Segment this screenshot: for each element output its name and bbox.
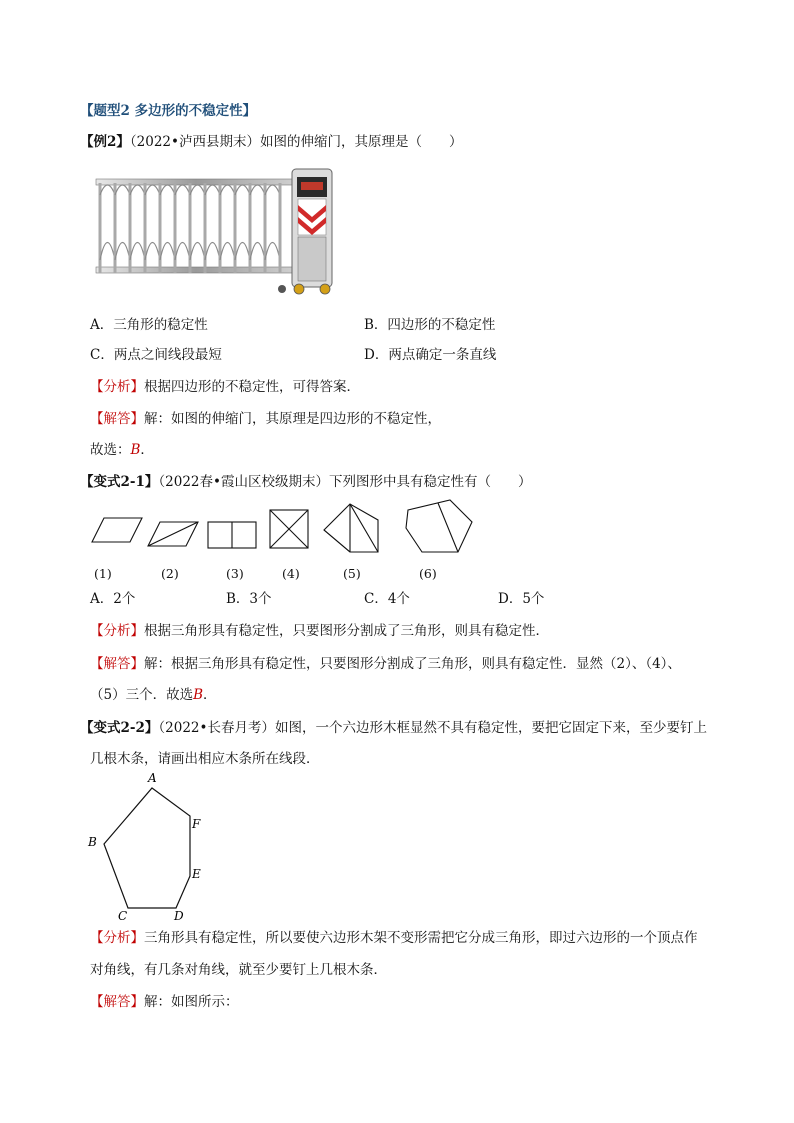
gate-lattice-arc bbox=[175, 185, 190, 260]
variant-2-2-stem-line-2: 几根木条，请画出相应木条所在线段． bbox=[90, 751, 320, 767]
variant-2-1-analysis bbox=[90, 622, 549, 640]
answer-tag: 【解答】 bbox=[90, 994, 144, 1010]
shape-label-6: (6) bbox=[419, 566, 437, 581]
analysis-text: 根据三角形具有稳定性，只要图形分割成了三角形，则具有稳定性． bbox=[144, 623, 549, 639]
gate-lattice-arc bbox=[145, 185, 160, 260]
shapes-figure bbox=[88, 498, 488, 558]
answer-tag: 【解答】 bbox=[90, 411, 144, 427]
analysis-text: 三角形具有稳定性，所以要使六边形木架不变形需把它分成三角形，即过六边形的一个顶点作 bbox=[144, 930, 698, 946]
choice-suffix: ． bbox=[140, 442, 154, 458]
shape-label-5: (5) bbox=[343, 566, 361, 581]
variant-2-1-question: （2022春•霞山区校级期末）下列图形中具有稳定性有（ ） bbox=[158, 474, 532, 490]
analysis-tag: 【分析】 bbox=[90, 930, 144, 946]
shape-6-hexagon-diagonal bbox=[406, 500, 472, 552]
shape-1-parallelogram bbox=[92, 518, 142, 542]
variant-2-2-analysis-line-1 bbox=[90, 929, 698, 947]
gate-lattice-arc bbox=[250, 185, 265, 260]
example-2-tag: 【例2】 bbox=[80, 134, 130, 150]
example-2-choice bbox=[90, 441, 154, 459]
example-2-analysis bbox=[90, 378, 360, 396]
example-2-question: （2022•泸西县期末）如图的伸缩门，其原理是（ ） bbox=[129, 134, 463, 150]
section-title: 【题型2 多边形的不稳定性】 bbox=[80, 103, 257, 119]
variant-2-1-option-b: B．3个 bbox=[226, 591, 272, 607]
variant-2-2-stem-line-1 bbox=[80, 719, 707, 737]
variant-2-1-option-d: D．5个 bbox=[498, 591, 545, 607]
example-2-answer bbox=[90, 410, 441, 428]
vertex-label-a: A bbox=[148, 771, 157, 785]
gate-lattice-arc bbox=[160, 185, 175, 260]
gate-lattice-arc bbox=[190, 185, 205, 260]
analysis-tag: 【分析】 bbox=[90, 379, 144, 395]
gate-lattice-arc bbox=[100, 185, 115, 260]
variant-2-2-analysis-line-2: 对角线，有几条对角线，就至少要钉上几根木条． bbox=[90, 962, 387, 978]
answer-choice-letter: B bbox=[193, 687, 204, 703]
gate-lattice-arc bbox=[265, 185, 280, 260]
hexagon-abcdef bbox=[104, 788, 190, 908]
vertex-label-b: B bbox=[88, 835, 97, 849]
gate-lattice-arc bbox=[205, 185, 220, 260]
hexagon-figure bbox=[84, 766, 224, 926]
gate-lattice-arc bbox=[115, 185, 130, 260]
answer-text: 解：根据三角形具有稳定性，只要图形分割成了三角形，则具有稳定性．显然（2）、（4）、 bbox=[144, 656, 681, 672]
variant-2-1-stem bbox=[80, 473, 531, 491]
shape-5-pentagon-triangles bbox=[324, 504, 378, 552]
answer-text: 解：如图的伸缩门，其原理是四边形的不稳定性， bbox=[144, 411, 441, 427]
vertex-label-f: F bbox=[192, 817, 201, 831]
vertex-label-c: C bbox=[118, 909, 128, 923]
analysis-tag: 【分析】 bbox=[90, 623, 144, 639]
choice-letter: B bbox=[130, 442, 141, 458]
gate-lattice-arc bbox=[220, 185, 235, 260]
answer-line-2-post: ． bbox=[203, 687, 217, 703]
variant-2-1-option-c: C．4个 bbox=[364, 591, 410, 607]
shape-label-4: (4) bbox=[282, 566, 300, 581]
example-2-stem bbox=[80, 133, 462, 151]
example-2-option-d: D．两点确定一条直线 bbox=[364, 347, 497, 363]
variant-2-2-answer bbox=[90, 993, 239, 1011]
answer-tag: 【解答】 bbox=[90, 656, 144, 672]
vertex-label-d: D bbox=[174, 909, 184, 923]
example-2-option-b: B．四边形的不稳定性 bbox=[364, 317, 496, 333]
choice-prefix: 故选： bbox=[90, 442, 131, 458]
shape-label-3: (3) bbox=[226, 566, 244, 581]
analysis-text: 根据四边形的不稳定性，可得答案． bbox=[144, 379, 360, 395]
variant-2-2-question: （2022•长春月考）如图，一个六边形木框显然不具有稳定性，要把它固定下来，至少要钉上 bbox=[158, 720, 707, 736]
variant-2-1-tag: 【变式2-1】 bbox=[80, 474, 159, 490]
example-2-option-c: C．两点之间线段最短 bbox=[90, 347, 222, 363]
example-2-option-a: A．三角形的稳定性 bbox=[90, 317, 208, 333]
gate-lattice-arc bbox=[235, 185, 250, 260]
answer-text: 解：如图所示： bbox=[144, 994, 239, 1010]
variant-2-1-option-a: A．2个 bbox=[90, 591, 136, 607]
variant-2-2-tag: 【变式2-2】 bbox=[80, 720, 159, 736]
retractable-gate-image bbox=[92, 165, 337, 297]
vertex-label-e: E bbox=[192, 867, 201, 881]
variant-2-1-answer-line-1 bbox=[90, 655, 681, 673]
shape-label-2: (2) bbox=[161, 566, 179, 581]
variant-2-1-answer-line-2 bbox=[90, 686, 217, 704]
gate-lattice-arc bbox=[130, 185, 145, 260]
answer-line-2-pre: （5）三个．故选 bbox=[90, 687, 194, 703]
shape-label-1: (1) bbox=[94, 566, 112, 581]
